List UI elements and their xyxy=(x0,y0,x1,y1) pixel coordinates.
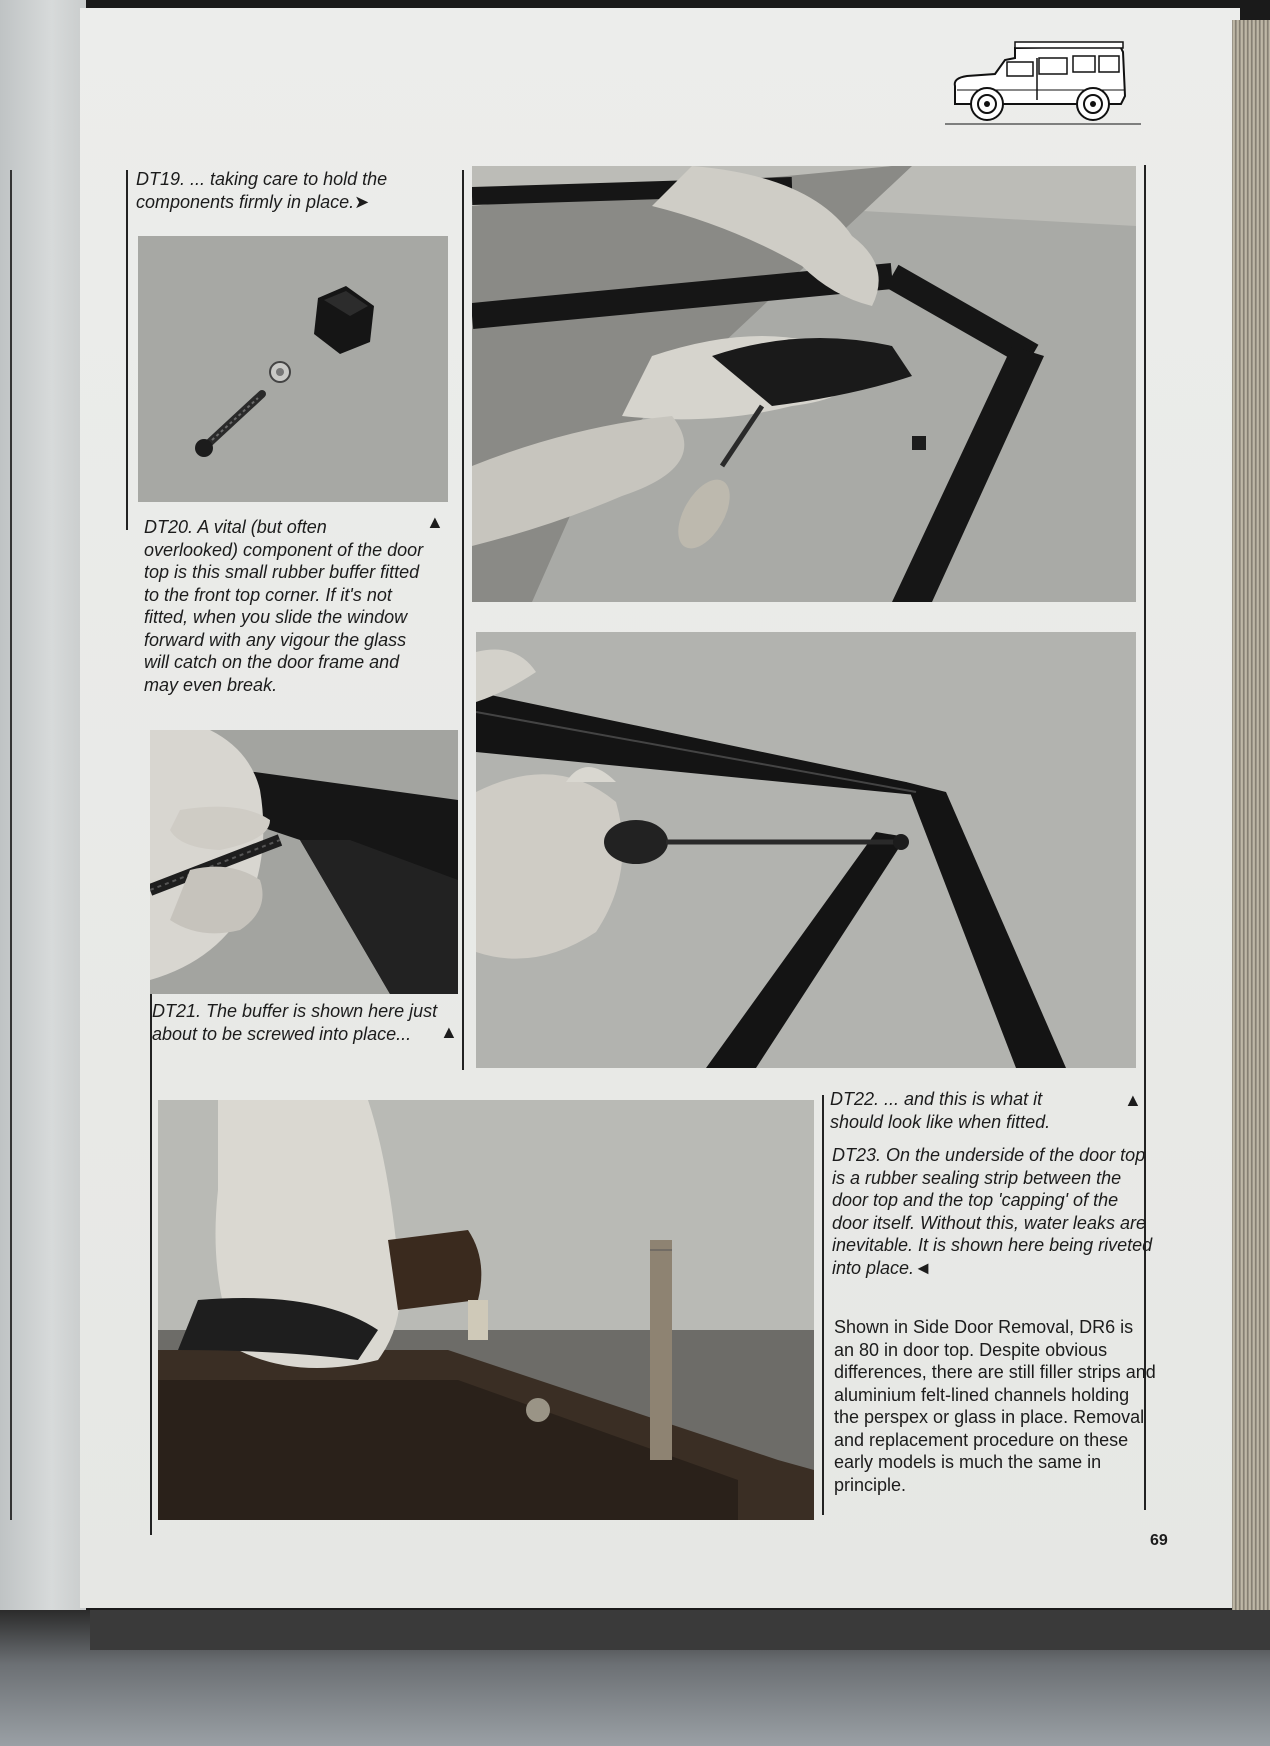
arrow-left-icon: ◄ xyxy=(914,1257,932,1278)
column-rule-middle xyxy=(462,170,464,1070)
column-rule-bottom-right xyxy=(822,1095,824,1515)
caption-dt23: DT23. On the underside of the door top is a rubber sealing strip between the door top and the top 'capping' of the door itself. Without this, water leaks are inevitable. It is shown here being riveted into place. ◄ xyxy=(832,1145,1153,1278)
photo-dt21-screwing-buffer xyxy=(150,730,458,994)
caption-dt19: DT19. ... taking care to hold the components firmly in place. ➤ xyxy=(136,169,388,212)
land-rover-station-wagon-icon xyxy=(945,38,1141,128)
arrow-right-icon: ➤ xyxy=(354,191,370,212)
scanner-background xyxy=(0,1610,1270,1746)
left-page-rule xyxy=(10,170,12,1520)
photo-dt22-buffer-fitted xyxy=(476,632,1136,1068)
photo-dt23-riveting-seal xyxy=(158,1100,814,1520)
photo-dt19-holding-components xyxy=(472,166,1136,602)
caption-dt20: DT20. A vital (but often overlooked) component of the door top is this small rubber buffer fitted to the front top corner. If it's not fitted, when you slide the window forward with any vigour the glass will catch on the door frame and may even break. xyxy=(144,517,424,695)
note-text: Shown in Side Door Removal, DR6 is an 80 in door top. Despite obvious differences, there are still filler strips and aluminium felt-lined channels holding the perspex or glass in place. Removal and replacement procedure on these early models is much the same in principle. xyxy=(834,1317,1156,1495)
column-rule-right xyxy=(1144,165,1146,1510)
arrow-up-icon: ▲ xyxy=(440,1022,458,1042)
arrow-up-icon: ▲ xyxy=(426,512,444,532)
column-rule-left xyxy=(126,170,128,530)
page-edges xyxy=(1232,20,1270,1610)
arrow-up-icon: ▲ xyxy=(1124,1090,1142,1110)
photo-dt20-components xyxy=(138,236,448,502)
caption-dt22: DT22. ... and this is what it should look like when fitted. xyxy=(830,1089,1051,1132)
page-number: 69 xyxy=(1150,1532,1168,1549)
left-page-edge xyxy=(0,0,86,1610)
caption-dt21: DT21. The buffer is shown here just about to be screwed into place... xyxy=(152,1001,438,1044)
